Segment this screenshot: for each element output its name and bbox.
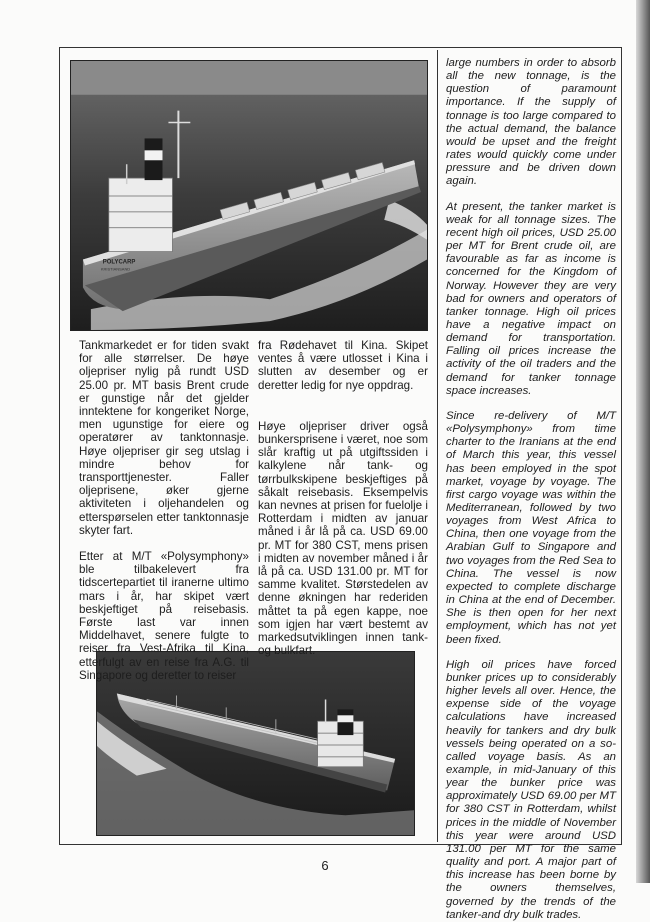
ship-port-label: KRISTIANSAND xyxy=(100,266,131,272)
page-spine-shadow xyxy=(636,0,650,883)
paragraph: large numbers in order to absorb all the new tonnage, is the question of paramount importance. If the supply of tonnage is too large compared to the actual demand, the balance would be upset and the freight rates would quickly come under pressure and be driven down again. xyxy=(446,57,616,188)
ship-name-label: POLYCARP xyxy=(102,259,136,266)
page-number: 6 xyxy=(321,858,329,873)
english-column xyxy=(437,50,622,921)
paragraph: fra Rødehavet til Kina. Skipet ventes å være utlosset i Kina i slutten av desember og er deretter ledig for nye oppdrag. xyxy=(258,339,428,392)
paragraph: Etter at M/T «Polysymphony» ble tilbakelevert fra tidscertepartiet til iranerne ultimo mars i år, har skipet vært beskjeftiget på reisebasis. Første last var innen Middelhavet, senere fulgte to reiser fra Vest-Afrika til Kina, etterfulgt av en reise fra A.G. til Singapore og deretter to reiser xyxy=(79,550,249,682)
paragraph: Høye oljepriser driver også bunkersprisene i været, noe som slår kraftig ut på utgiftssiden i kalkylene når tank- og tørrbulkskipene beskjeftiges på såkalt reisebasis. Eksempelvis kan nevnes at prisen for fuelolje i Rotterdam i midten av januar måned i år lå på ca. USD 69.00 pr. MT for 380 CST, mens prisen i midten av november måned i år lå på ca. USD 131.00 pr. MT for samme kvalitet. Størstedelen av denne økningen har rederiden måttet ta på egen kappe, noe som igjen har vært bestemt av markedsutviklingen innen tank- og bulkfart. xyxy=(258,419,428,658)
norwegian-column-1 xyxy=(79,339,249,695)
paragraph: At present, the tanker market is weak for all tonnage sizes. The recent high oil prices, USD 25.00 per MT for Brent crude oil, are favourable as far as income is concerned for the Kingdom of Norway. However they are very bad for owners and operators of tanker tonnage. High oil prices have a negative impact on demand for transportation. Falling oil prices increase the activity of the oil traders and the demand for tanker tonnage space increases. xyxy=(446,200,616,397)
paragraph: Tankmarkedet er for tiden svakt for alle størrelser. De høye oljepriser nylig på rundt USD 25.00 pr. MT basis Brent crude er gunstige når det gjelder inntektene for kongeriket Norge, men ugunstige for eiere og operatører av tanktonnasje. Høye oljepriser gir seg utslag i mindre behov for transporttjenester. Faller oljeprisene, øker gjerne aktiviteten i oljehandelen og etterspørselen etter tanktonnasje skyter fart. xyxy=(79,339,249,537)
paragraph: Since re-delivery of M/T «Polysymphony» from time charter to the Iranians at the end of March this year, this vessel has been employed in the spot market, voyage by voyage. The first cargo voyage was within the Mediterranean, followed by two voyages from West Africa to China, then one voyage from the Arabian Gulf to Singapore and two voyages from the Red Sea to China. The vessel is now expected to complete discharge in China at the end of December. She is then open for her next employment, which has not yet been fixed. xyxy=(446,409,616,646)
norwegian-column-2 xyxy=(258,339,428,670)
paragraph: High oil prices have forced bunker prices up to considerably higher levels all over. Hence, the expense side of the voyage calculations have increased heavily for tankers and dry bulk vessels being operated on a so-called voyage basis. As an example, in mid-January of this year the bunker price was approximately USD 69.00 per MT for 380 CST in Rotterdam, whilst prices in the middle of November this year were around USD 131.00 per MT for the same quality and port. A major part of this increase has been borne by the owners themselves, governed by the trends of the tanker-and dry bulk trades. xyxy=(446,658,616,921)
ship-photo-top xyxy=(70,60,428,331)
